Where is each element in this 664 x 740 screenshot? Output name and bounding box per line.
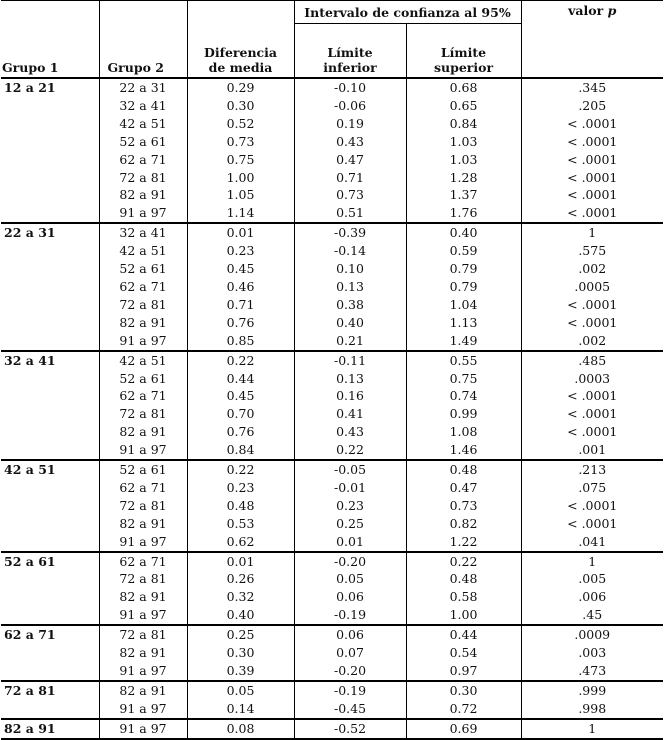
table-row [1, 242, 663, 260]
limite-inferior-cell: 0.06 [294, 625, 406, 644]
grupo2-cell: 91 a 97 [99, 606, 187, 625]
diferencia-cell: 0.85 [187, 332, 294, 351]
header-intervalo: Intervalo de confianza al 95% [294, 1, 521, 24]
grupo1-cell: 22 a 31 [1, 223, 99, 350]
limite-superior-cell: 1.00 [406, 606, 521, 625]
table-row [1, 552, 663, 571]
limite-superior-cell: 0.79 [406, 260, 521, 278]
grupo2-cell: 91 a 97 [99, 662, 187, 681]
grupo2-cell: 82 a 91 [99, 681, 187, 700]
diferencia-cell: 0.46 [187, 278, 294, 296]
limite-superior-cell: 1.46 [406, 441, 521, 460]
diferencia-cell: 0.44 [187, 370, 294, 388]
limite-superior-cell: 0.48 [406, 460, 521, 479]
limite-inferior-cell: -0.39 [294, 223, 406, 242]
diferencia-cell: 0.76 [187, 314, 294, 332]
header-valor-p: valor p [521, 1, 663, 79]
diferencia-cell: 0.26 [187, 570, 294, 588]
table-row [1, 423, 663, 441]
valor-p-cell: < .0001 [521, 169, 663, 187]
header-diferencia: Diferencia de media [187, 1, 294, 79]
diferencia-cell: 0.45 [187, 260, 294, 278]
diferencia-cell: 0.23 [187, 242, 294, 260]
diferencia-cell: 0.22 [187, 460, 294, 479]
grupo2-cell: 72 a 81 [99, 405, 187, 423]
limite-superior-cell: 1.37 [406, 186, 521, 204]
diferencia-cell: 0.71 [187, 296, 294, 314]
table-row [1, 644, 663, 662]
diferencia-cell: 0.40 [187, 606, 294, 625]
table-row [1, 662, 663, 681]
table-row [1, 169, 663, 187]
grupo2-cell: 62 a 71 [99, 151, 187, 169]
limite-superior-cell: 1.03 [406, 151, 521, 169]
grupo2-cell: 72 a 81 [99, 570, 187, 588]
diferencia-cell: 1.00 [187, 169, 294, 187]
limite-inferior-cell: 0.73 [294, 186, 406, 204]
limite-inferior-cell: -0.01 [294, 479, 406, 497]
limite-superior-cell: 0.44 [406, 625, 521, 644]
diferencia-cell: 0.01 [187, 223, 294, 242]
limite-inferior-cell: -0.52 [294, 719, 406, 739]
valor-p-cell: < .0001 [521, 497, 663, 515]
grupo2-cell: 82 a 91 [99, 644, 187, 662]
table-row [1, 370, 663, 388]
valor-p-cell: < .0001 [521, 186, 663, 204]
grupo2-cell: 91 a 97 [99, 204, 187, 223]
table-row [1, 223, 663, 242]
limite-inferior-cell: 0.43 [294, 133, 406, 151]
limite-superior-cell: 0.73 [406, 497, 521, 515]
valor-p-cell: 1 [521, 552, 663, 571]
valor-p-cell: < .0001 [521, 296, 663, 314]
valor-p-cell: .999 [521, 681, 663, 700]
valor-p-cell: .075 [521, 479, 663, 497]
table-row [1, 533, 663, 552]
limite-inferior-cell: 0.22 [294, 441, 406, 460]
grupo1-cell: 82 a 91 [1, 719, 99, 739]
table-row [1, 479, 663, 497]
grupo2-cell: 82 a 91 [99, 588, 187, 606]
limite-inferior-cell: -0.20 [294, 662, 406, 681]
table-row [1, 387, 663, 405]
diferencia-cell: 0.53 [187, 515, 294, 533]
table-row [1, 97, 663, 115]
diferencia-cell: 0.84 [187, 441, 294, 460]
limite-inferior-cell: 0.01 [294, 533, 406, 552]
diferencia-cell: 0.30 [187, 644, 294, 662]
grupo2-cell: 42 a 51 [99, 242, 187, 260]
limite-superior-cell: 1.08 [406, 423, 521, 441]
diferencia-cell: 0.01 [187, 552, 294, 571]
header-limite-superior: Límite superior [406, 24, 521, 79]
limite-inferior-cell: -0.05 [294, 460, 406, 479]
table-row [1, 625, 663, 644]
valor-p-cell: 1 [521, 223, 663, 242]
grupo2-cell: 72 a 81 [99, 625, 187, 644]
grupo2-cell: 52 a 61 [99, 370, 187, 388]
table-row [1, 115, 663, 133]
grupo1-cell: 62 a 71 [1, 625, 99, 681]
header-grupo1: Grupo 1 [1, 1, 99, 79]
table-row [1, 133, 663, 151]
table-row [1, 606, 663, 625]
limite-inferior-cell: 0.47 [294, 151, 406, 169]
diferencia-cell: 0.08 [187, 719, 294, 739]
table-row [1, 260, 663, 278]
grupo2-cell: 72 a 81 [99, 169, 187, 187]
limite-inferior-cell: 0.21 [294, 332, 406, 351]
limite-inferior-cell: 0.43 [294, 423, 406, 441]
limite-superior-cell: 0.72 [406, 700, 521, 719]
limite-inferior-cell: 0.06 [294, 588, 406, 606]
limite-superior-cell: 1.22 [406, 533, 521, 552]
diferencia-cell: 0.29 [187, 78, 294, 97]
table-row [1, 351, 663, 370]
limite-inferior-cell: -0.19 [294, 606, 406, 625]
limite-inferior-cell: -0.20 [294, 552, 406, 571]
table-row [1, 570, 663, 588]
diferencia-cell: 0.70 [187, 405, 294, 423]
table-row [1, 78, 663, 97]
grupo2-cell: 32 a 41 [99, 97, 187, 115]
diferencia-cell: 0.22 [187, 351, 294, 370]
grupo2-cell: 82 a 91 [99, 515, 187, 533]
limite-inferior-cell: 0.07 [294, 644, 406, 662]
limite-superior-cell: 0.79 [406, 278, 521, 296]
limite-inferior-cell: 0.25 [294, 515, 406, 533]
limite-inferior-cell: -0.19 [294, 681, 406, 700]
valor-p-cell: < .0001 [521, 405, 663, 423]
valor-p-cell: .006 [521, 588, 663, 606]
grupo2-cell: 72 a 81 [99, 497, 187, 515]
valor-p-cell: < .0001 [521, 115, 663, 133]
grupo2-cell: 42 a 51 [99, 351, 187, 370]
limite-superior-cell: 0.74 [406, 387, 521, 405]
grupo1-cell: 32 a 41 [1, 351, 99, 460]
valor-p-cell: < .0001 [521, 387, 663, 405]
grupo1-cell: 12 a 21 [1, 78, 99, 223]
limite-superior-cell: 0.84 [406, 115, 521, 133]
valor-p-cell: .345 [521, 78, 663, 97]
valor-p-cell: .002 [521, 332, 663, 351]
valor-p-cell: < .0001 [521, 423, 663, 441]
valor-p-cell: < .0001 [521, 151, 663, 169]
limite-superior-cell: 1.49 [406, 332, 521, 351]
limite-inferior-cell: 0.71 [294, 169, 406, 187]
header-limite-inferior: Límite inferior [294, 24, 406, 79]
limite-superior-cell: 1.13 [406, 314, 521, 332]
limite-superior-cell: 0.59 [406, 242, 521, 260]
table-body [1, 78, 663, 739]
valor-p-cell: .0005 [521, 278, 663, 296]
limite-inferior-cell: 0.10 [294, 260, 406, 278]
table-row [1, 588, 663, 606]
limite-inferior-cell: -0.10 [294, 78, 406, 97]
table-row [1, 186, 663, 204]
posthoc-comparison-table [1, 0, 663, 740]
table-row [1, 700, 663, 719]
limite-superior-cell: 0.58 [406, 588, 521, 606]
diferencia-cell: 0.45 [187, 387, 294, 405]
table-row [1, 515, 663, 533]
valor-p-cell: .485 [521, 351, 663, 370]
grupo2-cell: 91 a 97 [99, 441, 187, 460]
valor-p-cell: < .0001 [521, 133, 663, 151]
limite-inferior-cell: 0.41 [294, 405, 406, 423]
diferencia-cell: 0.52 [187, 115, 294, 133]
limite-superior-cell: 0.99 [406, 405, 521, 423]
limite-superior-cell: 0.55 [406, 351, 521, 370]
valor-p-cell: .213 [521, 460, 663, 479]
valor-p-cell: < .0001 [521, 515, 663, 533]
limite-inferior-cell: 0.51 [294, 204, 406, 223]
limite-superior-cell: 0.30 [406, 681, 521, 700]
table-row [1, 278, 663, 296]
grupo2-cell: 62 a 71 [99, 387, 187, 405]
valor-p-cell: 1 [521, 719, 663, 739]
grupo2-cell: 32 a 41 [99, 223, 187, 242]
limite-superior-cell: 0.54 [406, 644, 521, 662]
limite-inferior-cell: 0.13 [294, 370, 406, 388]
grupo1-cell: 42 a 51 [1, 460, 99, 552]
limite-inferior-cell: 0.40 [294, 314, 406, 332]
table-row [1, 296, 663, 314]
table-row [1, 405, 663, 423]
diferencia-cell: 0.39 [187, 662, 294, 681]
grupo2-cell: 91 a 97 [99, 719, 187, 739]
valor-p-cell: .002 [521, 260, 663, 278]
grupo2-cell: 52 a 61 [99, 460, 187, 479]
grupo2-cell: 62 a 71 [99, 278, 187, 296]
limite-superior-cell: 0.40 [406, 223, 521, 242]
grupo2-cell: 91 a 97 [99, 700, 187, 719]
valor-p-cell: .0003 [521, 370, 663, 388]
limite-superior-cell: 0.69 [406, 719, 521, 739]
limite-inferior-cell: -0.14 [294, 242, 406, 260]
diferencia-cell: 0.23 [187, 479, 294, 497]
limite-superior-cell: 0.97 [406, 662, 521, 681]
valor-p-cell: .041 [521, 533, 663, 552]
limite-inferior-cell: 0.23 [294, 497, 406, 515]
limite-superior-cell: 0.65 [406, 97, 521, 115]
valor-p-cell: < .0001 [521, 314, 663, 332]
diferencia-cell: 0.48 [187, 497, 294, 515]
table-row [1, 314, 663, 332]
diferencia-cell: 1.05 [187, 186, 294, 204]
table-row [1, 441, 663, 460]
valor-p-cell: .0009 [521, 625, 663, 644]
grupo1-cell: 72 a 81 [1, 681, 99, 719]
grupo2-cell: 62 a 71 [99, 552, 187, 571]
valor-p-cell: .998 [521, 700, 663, 719]
grupo2-cell: 52 a 61 [99, 260, 187, 278]
limite-superior-cell: 0.82 [406, 515, 521, 533]
limite-inferior-cell: -0.11 [294, 351, 406, 370]
limite-inferior-cell: -0.45 [294, 700, 406, 719]
limite-superior-cell: 1.76 [406, 204, 521, 223]
diferencia-cell: 0.62 [187, 533, 294, 552]
grupo2-cell: 22 a 31 [99, 78, 187, 97]
grupo2-cell: 42 a 51 [99, 115, 187, 133]
limite-superior-cell: 0.48 [406, 570, 521, 588]
limite-superior-cell: 1.04 [406, 296, 521, 314]
diferencia-cell: 0.25 [187, 625, 294, 644]
limite-inferior-cell: 0.05 [294, 570, 406, 588]
table-row [1, 332, 663, 351]
grupo2-cell: 52 a 61 [99, 133, 187, 151]
limite-superior-cell: 0.22 [406, 552, 521, 571]
limite-inferior-cell: -0.06 [294, 97, 406, 115]
table-row [1, 460, 663, 479]
diferencia-cell: 0.75 [187, 151, 294, 169]
grupo2-cell: 62 a 71 [99, 479, 187, 497]
diferencia-cell: 0.30 [187, 97, 294, 115]
valor-p-cell: .473 [521, 662, 663, 681]
valor-p-cell: < .0001 [521, 204, 663, 223]
diferencia-cell: 1.14 [187, 204, 294, 223]
limite-inferior-cell: 0.16 [294, 387, 406, 405]
diferencia-cell: 0.32 [187, 588, 294, 606]
valor-p-cell: .575 [521, 242, 663, 260]
limite-superior-cell: 0.47 [406, 479, 521, 497]
table-row [1, 204, 663, 223]
grupo2-cell: 82 a 91 [99, 186, 187, 204]
table-row [1, 151, 663, 169]
valor-p-cell: .005 [521, 570, 663, 588]
grupo1-cell: 52 a 61 [1, 552, 99, 626]
limite-inferior-cell: 0.19 [294, 115, 406, 133]
valor-p-cell: .205 [521, 97, 663, 115]
diferencia-cell: 0.14 [187, 700, 294, 719]
grupo2-cell: 82 a 91 [99, 423, 187, 441]
grupo2-cell: 91 a 97 [99, 533, 187, 552]
valor-p-cell: .003 [521, 644, 663, 662]
limite-inferior-cell: 0.13 [294, 278, 406, 296]
table-row [1, 497, 663, 515]
grupo2-cell: 82 a 91 [99, 314, 187, 332]
diferencia-cell: 0.76 [187, 423, 294, 441]
grupo2-cell: 72 a 81 [99, 296, 187, 314]
limite-superior-cell: 1.03 [406, 133, 521, 151]
header-grupo2: Grupo 2 [99, 1, 187, 79]
limite-superior-cell: 0.75 [406, 370, 521, 388]
grupo2-cell: 91 a 97 [99, 332, 187, 351]
valor-p-cell: .001 [521, 441, 663, 460]
diferencia-cell: 0.05 [187, 681, 294, 700]
limite-inferior-cell: 0.38 [294, 296, 406, 314]
limite-superior-cell: 1.28 [406, 169, 521, 187]
diferencia-cell: 0.73 [187, 133, 294, 151]
limite-superior-cell: 0.68 [406, 78, 521, 97]
table-row [1, 681, 663, 700]
valor-p-cell: .45 [521, 606, 663, 625]
